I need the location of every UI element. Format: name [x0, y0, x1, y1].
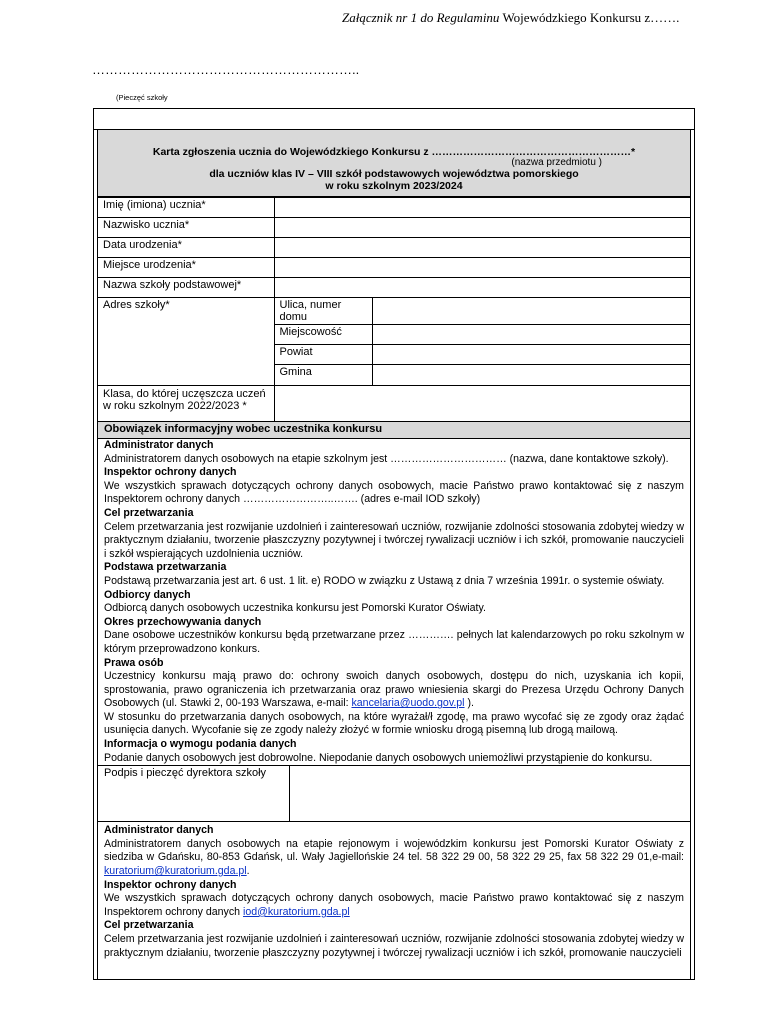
row-birth-date: [98, 238, 690, 258]
label-class-line2: w roku szkolnym 2022/2023 *: [103, 400, 247, 412]
info-admin-text: Administratorem danych osobowych na etapie szkolnym jest …………………………… (nazwa, dane kontaktowe szkoły).: [104, 452, 669, 465]
form-frame: [93, 108, 695, 980]
info2-admin-text-1: Administratorem danych osobowych na etapie rejonowym i wojewódzkim konkursu jest Pomorski Kurator Oświaty z siedziba w Gdańsku, 80-853 Gdańsk, ul. Wały Jagiellońskie 24 tel. 58 322 29 00, 58 322 29 25, fax 58 322 29 01,e-mail:: [104, 837, 684, 864]
label-school-name: Nazwa szkoły podstawowej*: [98, 278, 274, 298]
info2-iod-text-1: We wszystkich sprawach dotyczących ochrony danych osobowych, macie Państwo prawo kontaktować się z naszym Inspektorem ochrony danych: [104, 892, 684, 918]
info-rights-withdraw: W stosunku do przetwarzania danych osobowych, na które wyrażał/ł zgodę, ma prawo wycofać się ze zgody oraz żądać usunięcia danych. Wycofanie się ze zgody należy złożyć w formie wniosku drogą pisemną lub drogą mailową.: [104, 710, 684, 737]
info-purpose-heading: Cel przetwarzania: [104, 506, 194, 519]
info2-purpose-heading: Cel przetwarzania: [104, 919, 194, 932]
info-retention-text: Dane osobowe uczestników konkursu będą przetwarzane przez …………. pełnych lat kalendarzowych po roku szkolnym w którym przeprowadzono konkurs.: [104, 629, 684, 655]
info-admin-heading: Administrator danych: [104, 439, 214, 451]
label-school-address: Adres szkoły*: [98, 298, 274, 386]
input-birth-date[interactable]: [274, 238, 690, 258]
input-first-name[interactable]: [274, 198, 690, 218]
info-rights-text-1: Uczestnicy konkursu mają prawo do: ochrony swoich danych osobowych, dostępu do nich, uzyskania ich kopii, sprostowania, prawo ograniczenia ich przetwarzania oraz prawo wniesienia skargi do Prezesa Urzędu Ochrony Danych Osobowych (ul. Stawki 2, 00-193 Warszawa, e-mail:: [104, 670, 684, 710]
form-header: [98, 130, 690, 197]
address-table: [275, 298, 691, 385]
row-school-address: [98, 298, 690, 386]
label-last-name: Nazwisko ucznia*: [98, 218, 274, 238]
row-school-name: [98, 278, 690, 298]
input-street[interactable]: [373, 298, 691, 325]
info-requirement-heading: Informacja o wymogu podania danych: [104, 738, 297, 751]
info-iod-text: We wszystkich sprawach dotyczących ochrony danych osobowych, macie Państwo prawo kontaktować się z naszym Inspektorem ochrony danych ……………………..……. (adres e-mail IOD szkoły): [104, 479, 684, 506]
header-line1: Karta zgłoszenia ucznia do Wojewódzkiego Konkursu z …………………………………………………*: [152, 146, 636, 158]
input-class[interactable]: [274, 386, 690, 422]
label-county: Powiat: [275, 345, 373, 365]
label-first-name: Imię (imiona) ucznia*: [98, 198, 274, 218]
header-subject-note: (nazwa przedmiotu ): [511, 157, 602, 168]
iod-email-link[interactable]: iod@kuratorium.gda.pl: [242, 905, 350, 918]
header-line4: w roku szkolnym 2023/2024: [325, 180, 463, 192]
input-commune[interactable]: [373, 365, 691, 385]
label-commune: Gmina: [275, 365, 373, 385]
info-iod-heading: Inspektor ochrony danych: [104, 466, 237, 479]
input-school-name[interactable]: [274, 278, 690, 298]
info-rights-text-2: ).: [464, 697, 474, 710]
label-birth-place: Miejsce urodzenia*: [98, 258, 274, 278]
info-rights-heading: Prawa osób: [104, 656, 164, 669]
info-section-kuratorium: [98, 822, 690, 960]
row-first-name: [98, 198, 690, 218]
student-form-table: [98, 197, 690, 422]
info-rights-text: [104, 670, 684, 711]
label-class: [98, 386, 274, 422]
annex-italic: Załącznik nr 1 do Regulaminu: [342, 10, 500, 25]
stamp-dots: ……………………………………………………..: [92, 62, 360, 77]
signature-label: Podpis i pieczęć dyrektora szkoły: [98, 766, 290, 821]
info-retention-heading: Okres przechowywania danych: [104, 615, 262, 628]
label-street: Ulica, numer domu: [275, 298, 373, 325]
info-basis-text: Podstawą przetwarzania jest art. 6 ust. 1 lit. e) RODO w związku z Ustawą z dnia 7 września 1991r. o systemie oświaty.: [104, 574, 665, 587]
info2-purpose-text: Celem przetwarzania jest rozwijanie uzdolnień i zainteresowań uczniów, rozwijanie zdolności stosowania zdobytej wiedzy w praktycznym działaniu, tworzenie płaszczyzny pozytywnej i twórczej rywalizacji uczniów i ich szkół, promowanie nauczycieli: [104, 933, 684, 959]
signature-row: [98, 765, 690, 822]
input-city[interactable]: [373, 325, 691, 345]
info-recipients-heading: Odbiorcy danych: [104, 588, 191, 601]
row-birth-place: [98, 258, 690, 278]
info-purpose-text: Celem przetwarzania jest rozwijanie uzdolnień i zainteresowań uczniów, rozwijanie zdolności stosowania zdobytej wiedzy w praktycznym działaniu, tworzenie płaszczyzny pozytywnej i twórczej rywalizacji uczniów i ich szkół, promowanie nauczycieli i szkół wspierających uzdolnienia uczniów.: [104, 520, 684, 560]
input-birth-place[interactable]: [274, 258, 690, 278]
input-last-name[interactable]: [274, 218, 690, 238]
row-class: [98, 386, 690, 422]
signature-field[interactable]: [290, 766, 690, 821]
info-recipients-text: Odbiorcą danych osobowych uczestnika konkursu jest Pomorski Kurator Oświaty.: [104, 602, 486, 615]
info-basis-heading: Podstawa przetwarzania: [104, 561, 227, 574]
info-requirement-text: Podanie danych osobowych jest dobrowolne. Niepodanie danych osobowych uniemożliwi przystąpienie do konkursu.: [104, 751, 653, 764]
uodo-email-link[interactable]: kancelaria@uodo.gov.pl: [351, 697, 465, 710]
form-inner: [97, 130, 691, 979]
label-city: Miejscowość: [275, 325, 373, 345]
info2-iod-text: [104, 892, 684, 919]
address-cell: [274, 298, 690, 386]
info-section-school: [98, 439, 690, 765]
info2-admin-heading: Administrator danych: [104, 824, 214, 837]
annex-title: [342, 10, 679, 26]
header-line3: dla uczniów klas IV – VIII szkół podstawowych województwa pomorskiego: [209, 168, 579, 180]
info2-iod-heading: Inspektor ochrony danych: [104, 878, 237, 891]
info2-admin-text: [104, 838, 684, 879]
row-last-name: [98, 218, 690, 238]
kuratorium-email-link[interactable]: kuratorium@kuratorium.gda.pl: [104, 865, 247, 878]
label-birth-date: Data urodzenia*: [98, 238, 274, 258]
info2-admin-text-2: .: [246, 865, 250, 878]
info-title: Obowiązek informacyjny wobec uczestnika konkursu: [98, 422, 690, 439]
annex-rest: Wojewódzkiego Konkursu z…….: [499, 10, 680, 25]
input-county[interactable]: [373, 345, 691, 365]
stamp-label: (Pieczęć szkoły: [116, 93, 168, 102]
label-class-line1: Klasa, do której uczęszcza uczeń: [103, 388, 266, 400]
